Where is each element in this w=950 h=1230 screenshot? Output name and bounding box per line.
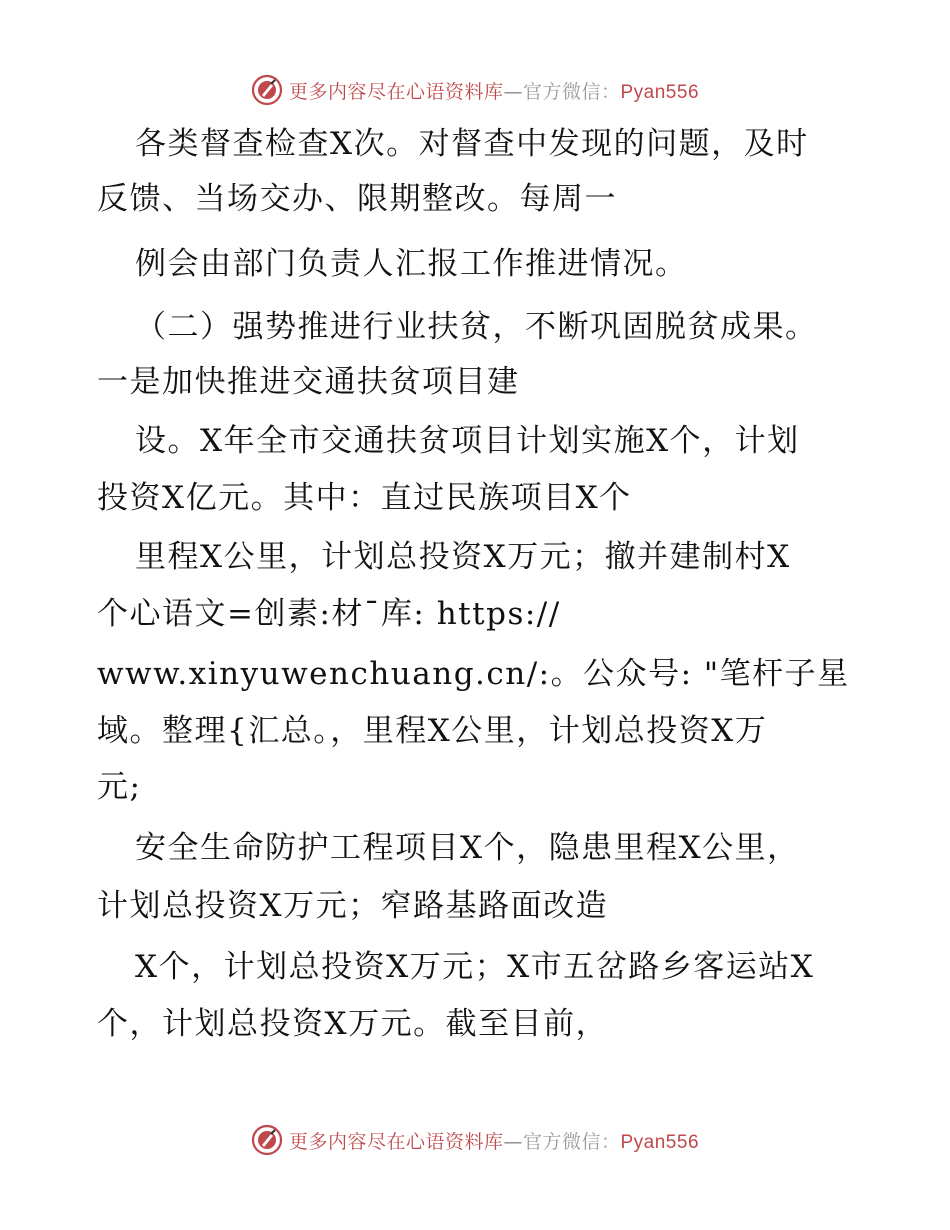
body-line: 各类督查检查X次。对督查中发现的问题，及时	[135, 126, 809, 162]
footer-banner	[0, 1120, 950, 1160]
body-line: 安全生命防护工程项目X个，隐患里程X公里，	[135, 830, 800, 866]
body-line: 例会由部门负责人汇报工作推进情况。	[135, 246, 688, 282]
header-banner-sep: —	[503, 80, 523, 103]
header-banner-main: 更多内容尽在心语资料库	[288, 80, 504, 103]
footer-banner-main: 更多内容尽在心语资料库	[288, 1130, 504, 1153]
footer-banner-text	[289, 1127, 699, 1154]
header-banner-label: 官方微信：	[522, 80, 621, 103]
pen-seal-icon	[251, 1124, 283, 1156]
body-line: （二）强势推进行业扶贫，不断巩固脱贫成果。	[135, 309, 818, 345]
body-line: www.xinyuwenchuang.cn/:。公众号: "笔杆子星	[97, 656, 850, 692]
body-line: 域。整理{汇总。，里程X公里，计划总投资X万	[97, 713, 768, 749]
body-line: 反馈、当场交办、限期整改。每周一	[97, 181, 617, 217]
footer-banner-id: Pyan556	[620, 1131, 700, 1153]
body-line: 里程X公里，计划总投资X万元；撤并建制村X	[135, 539, 791, 575]
body-line: 个心语文=创素:材¯库: https://	[97, 596, 561, 632]
body-line: 投资X亿元。其中：直过民族项目X个	[97, 480, 632, 516]
footer-banner-sep: —	[503, 1130, 523, 1153]
body-line: 设。X年全市交通扶贫项目计划实施X个，计划	[135, 423, 800, 459]
body-line: 个，计划总投资X万元。截至目前，	[97, 1006, 609, 1042]
pen-seal-icon	[251, 74, 283, 106]
body-line: 元;	[97, 769, 142, 805]
header-banner-id: Pyan556	[620, 81, 700, 103]
body-line: X个，计划总投资X万元；X市五岔路乡客运站X	[135, 949, 815, 985]
header-banner-text	[289, 77, 699, 104]
body-line: 计划总投资X万元；窄路基路面改造	[97, 888, 609, 924]
header-banner	[0, 70, 950, 110]
body-line: 一是加快推进交通扶贫项目建	[97, 364, 520, 400]
footer-banner-label: 官方微信：	[522, 1130, 621, 1153]
